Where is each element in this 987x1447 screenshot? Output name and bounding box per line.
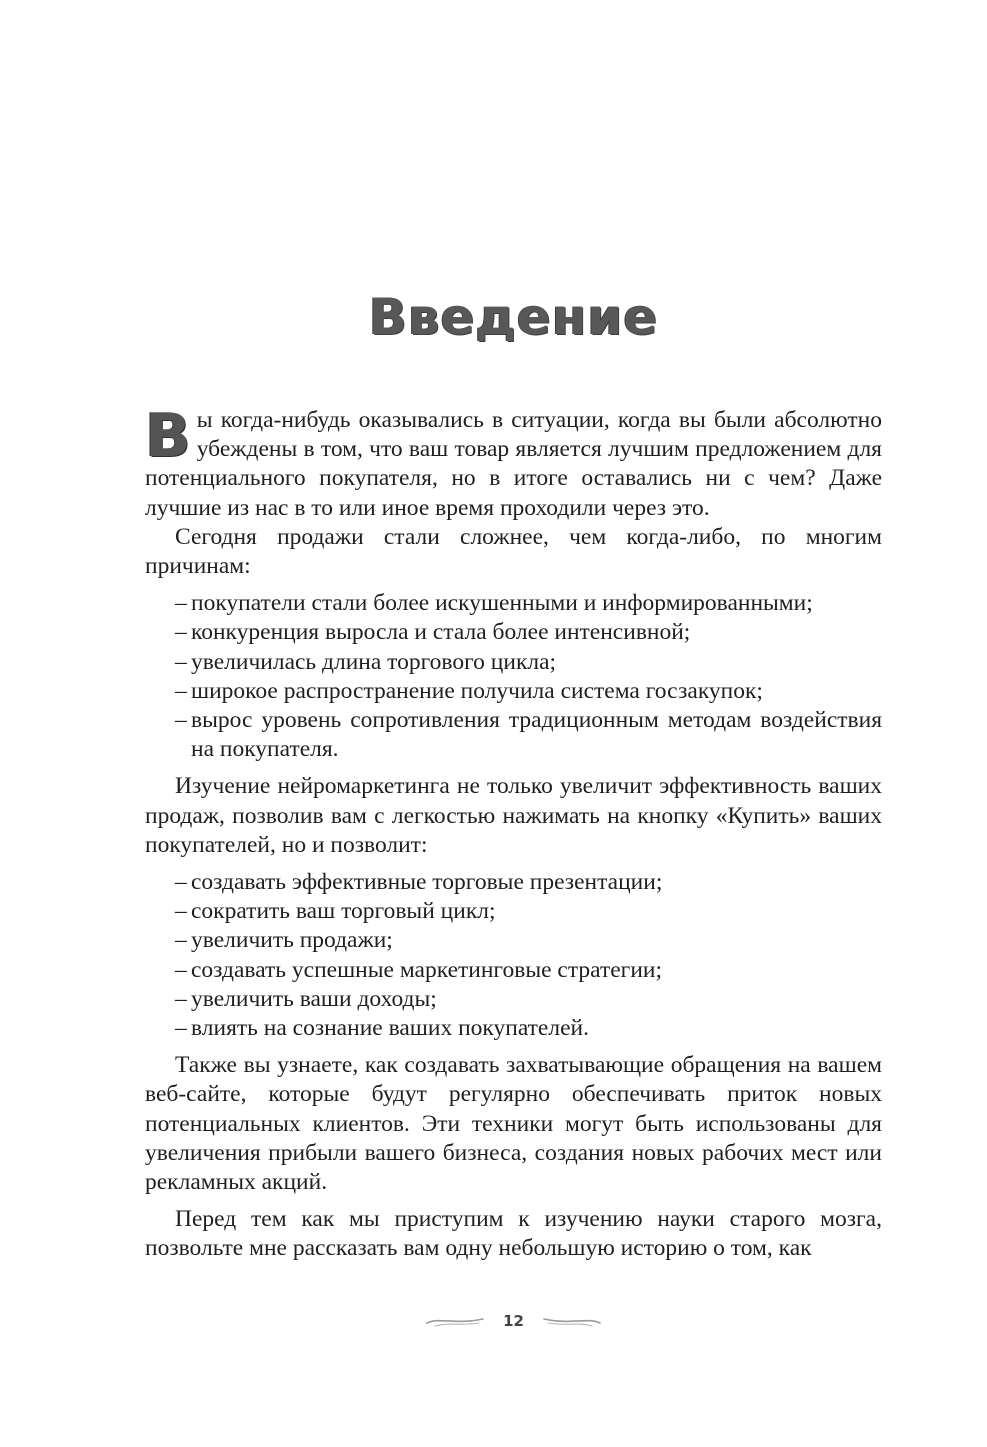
- list-item: – вырос уровень сопротивления традиционным методам воздействия на покупателя.: [175, 706, 882, 764]
- page-footer: [145, 1312, 882, 1330]
- story-paragraph: Перед тем как мы приступим к изучению науки старого мозга, позвольте мне рассказать вам одну небольшую историю о том, как: [145, 1206, 882, 1262]
- list-item: – увеличить продажи;: [175, 926, 882, 955]
- intro-text: ы когда-нибудь оказывались в ситуации, когда вы были абсолютно убеждены в том, что ваш товар является лучшим предложением для потенциального покупателя, но в итоге оставались ни с чем? Даже лучшие из нас в то или иное время проходили через это.: [145, 407, 882, 521]
- website-paragraph: Также вы узнаете, как создавать захватывающие обращения на вашем веб-сайте, которые будут регулярно обеспечивать приток новых потенциальных клиентов. Эти техники могут быть использованы для увеличения прибыли вашего бизнеса, создания новых рабочих мест или рекламных акций.: [145, 1052, 882, 1196]
- book-page: [145, 0, 882, 1447]
- list-item: – создавать успешные маркетинговые стратегии;: [175, 956, 882, 985]
- list-item: – влиять на сознание ваших покупателей.: [175, 1014, 882, 1043]
- list-item: – увеличилась длина торгового цикла;: [175, 648, 882, 677]
- reasons-intro-paragraph: Сегодня продажи стали сложнее, чем когда-либо, по многим причинам:: [145, 523, 882, 580]
- list-item: – сократить ваш торговый цикл;: [175, 897, 882, 926]
- chapter-title: Введение: [368, 288, 659, 346]
- list-item: – конкуренция выросла и стала более интенсивной;: [175, 618, 882, 647]
- intro-paragraph: [145, 401, 882, 523]
- list-item: – покупатели стали более искушенными и информированными;: [175, 589, 882, 618]
- right-swash-ornament-icon: [540, 1313, 602, 1329]
- benefits-list: [145, 868, 882, 1043]
- list-item: – увеличить ваши доходы;: [175, 985, 882, 1014]
- list-item: – широкое распространение получила система госзакупок;: [175, 677, 882, 706]
- page-number: 12: [503, 1312, 524, 1330]
- body-text: [145, 401, 882, 1264]
- left-swash-ornament-icon: [425, 1313, 487, 1329]
- reasons-list: [145, 589, 882, 764]
- list-item: – создавать эффективные торговые презентации;: [175, 868, 882, 897]
- drop-cap: В: [145, 401, 191, 471]
- neuromarketing-paragraph: Изучение нейромаркетинга не только увеличит эффективность ваших продаж, позволив вам с легкостью нажимать на кнопку «Купить» ваших покупателей, но и позволит:: [145, 773, 882, 858]
